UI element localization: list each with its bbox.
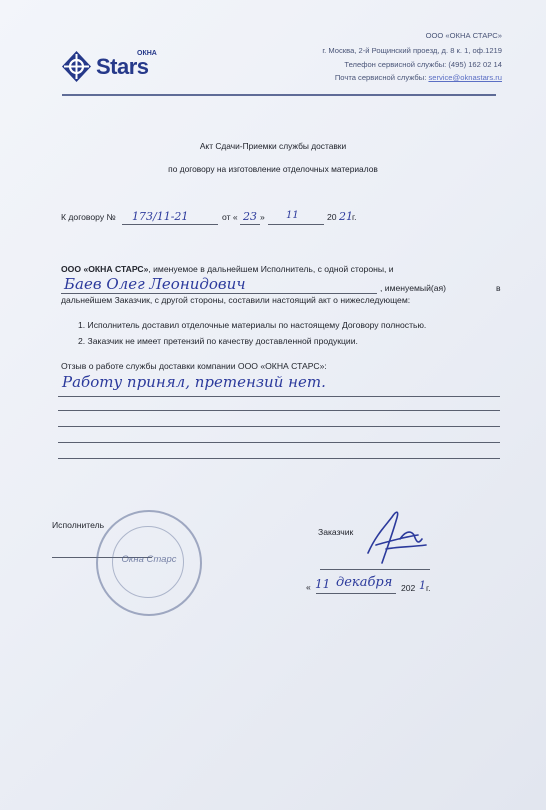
email-link[interactable]: service@oknastars.ru [428, 73, 502, 82]
logo-okna-text: ОКНА [137, 50, 157, 57]
customer-date-line [316, 593, 396, 594]
customer-name-line [61, 293, 377, 294]
stamp-text: Окна Старс [121, 554, 177, 565]
header-divider [62, 94, 496, 96]
contract-prefix: К договору № [61, 212, 116, 222]
customer-signature-icon [356, 505, 436, 575]
review-line-3 [58, 426, 500, 427]
review-line-1 [58, 396, 500, 397]
date-day: 11 [315, 577, 331, 591]
customer-signature-line [320, 569, 430, 570]
contract-day: 23 [243, 210, 257, 223]
logo-mark-icon [60, 50, 93, 83]
contract-year: 21 [339, 210, 353, 223]
date-year-prefix: 202 [401, 583, 416, 593]
parties-line-3: дальнейшем Заказчик, с другой стороны, составили настоящий акт о нижеследующем: [61, 295, 411, 305]
contract-from: от « [222, 212, 238, 222]
review-handwritten-text: Работу принял, претензий нет. [62, 373, 326, 391]
review-line-5 [58, 458, 500, 459]
contract-number: 173/11-21 [132, 210, 189, 223]
date-quote: « [306, 582, 311, 592]
contract-day-line [240, 224, 260, 225]
parties-line-2-rest: , именуемый(ая) [380, 283, 447, 293]
contract-month: 11 [286, 210, 299, 221]
email-label: Почта сервисной службы: [334, 73, 427, 82]
review-line-2 [58, 410, 500, 411]
document-subtitle: по договору на изготовление отделочных материалов [168, 164, 378, 174]
date-year: 1 [419, 579, 426, 592]
date-month: декабря [336, 575, 393, 590]
customer-name: Баев Олег Леонидович [64, 275, 246, 293]
executor-label: Исполнитель [52, 520, 105, 530]
contract-month-line [268, 224, 324, 225]
review-label: Отзыв о работе службы доставки компании ООО «ОКНА СТАРС»: [61, 361, 327, 371]
act-item-1: 1. Исполнитель доставил отделочные материалы по настоящему Договору полностью. [78, 320, 427, 330]
contract-quote-close: » [260, 212, 265, 222]
contract-suffix: г. [352, 212, 357, 222]
customer-label: Заказчик [318, 527, 354, 537]
date-suffix: г. [426, 583, 431, 593]
logo-stars-text: Stars [96, 54, 149, 79]
document-title: Акт Сдачи-Приемки службы доставки [199, 141, 347, 151]
contract-year-prefix: 20 [327, 212, 337, 222]
review-line-4 [58, 442, 500, 443]
company-name: ООО «ОКНА СТАРС» [425, 31, 502, 40]
act-item-2: 2. Заказчик не имеет претензий по качеству доставленной продукции. [78, 336, 358, 346]
company-stamp [96, 510, 202, 616]
parties-line-2-end: в [496, 283, 501, 293]
company-address: г. Москва, 2-й Рощинский проезд, д. 8 к. 1, оф.1219 [322, 46, 502, 55]
parties-line-1-rest: , именуемое в дальнейшем Исполнитель, с одной стороны, и [148, 264, 394, 274]
parties-line-1 [61, 264, 394, 274]
executor-company: ООО «ОКНА СТАРС» [61, 264, 149, 274]
contract-number-line [122, 224, 218, 225]
company-phone: Телефон сервисной службы: (495) 162 02 14 [344, 60, 502, 69]
company-email-line [335, 73, 502, 82]
